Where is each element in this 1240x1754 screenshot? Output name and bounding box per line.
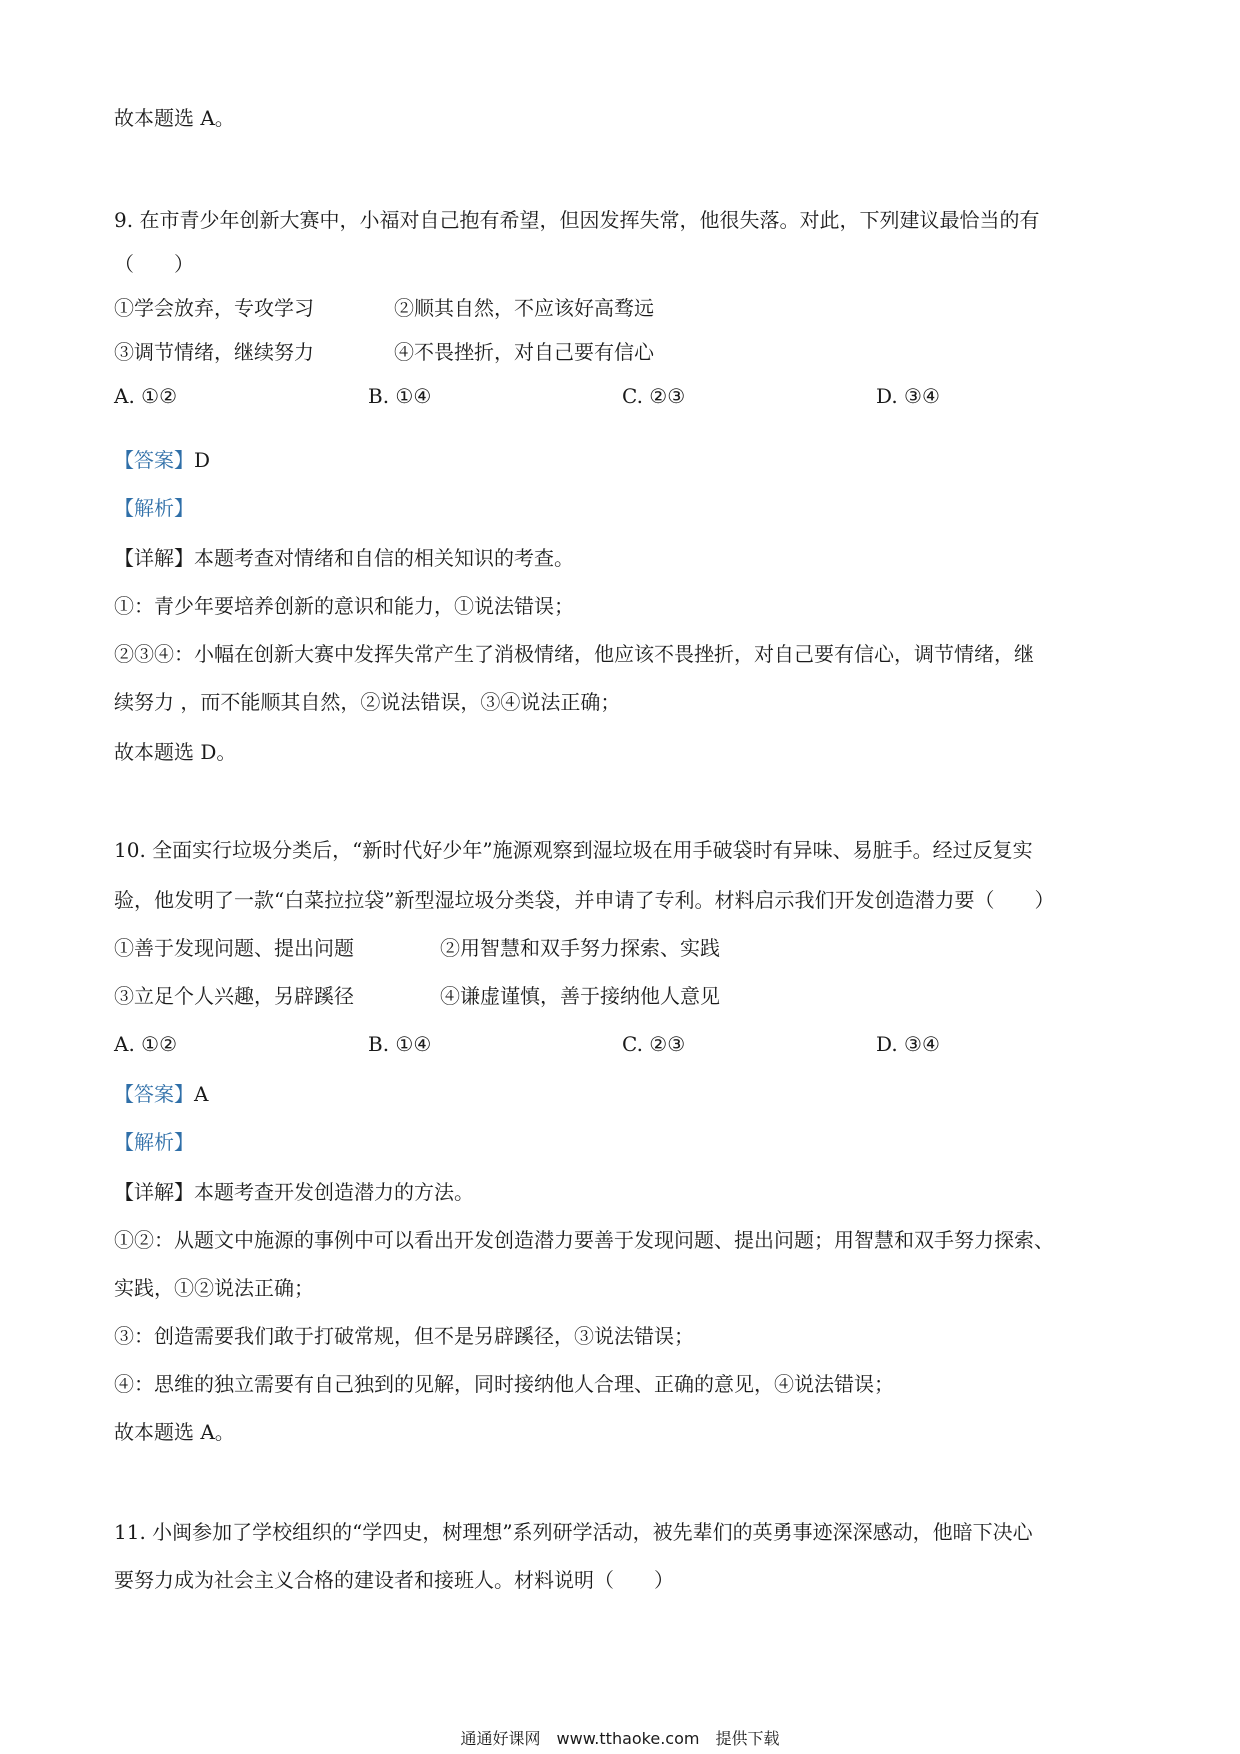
q9-stem-line2: （ ） — [114, 252, 194, 276]
q10-answer — [114, 1080, 208, 1108]
q10-option-b: B. ①④ — [368, 1032, 432, 1056]
q10-explanation-3: ④：思维的独立需要有自己独到的见解，同时接纳他人合理、正确的意见，④说法错误； — [114, 1372, 894, 1396]
q10-detail: 【详解】本题考查开发创造潜力的方法。 — [114, 1180, 474, 1204]
q9-explanation-2a: ②③④：小幅在创新大赛中发挥失常产生了消极情绪，他应该不畏挫折，对自己要有信心，调节情绪，继 — [114, 642, 1034, 666]
q9-statement-2: ②顺其自然，不应该好高骛远 — [394, 296, 654, 320]
q9-option-d: D. ③④ — [876, 384, 940, 408]
q9-statement-1: ①学会放弃，专攻学习 — [114, 296, 314, 320]
q10-answer-tag: 【答案】 — [114, 1082, 194, 1106]
q10-option-d: D. ③④ — [876, 1032, 940, 1056]
q10-conclusion: 故本题选 A。 — [114, 1420, 235, 1444]
q9-stem-line1: 9. 在市青少年创新大赛中，小福对自己抱有希望，但因发挥失常，他很失落。对此，下列建议最恰当的有 — [114, 208, 1040, 232]
q9-explanation-1: ①：青少年要培养创新的意识和能力，①说法错误； — [114, 594, 574, 618]
q9-answer-value: D — [194, 448, 211, 472]
q9-option-a: A. ①② — [114, 384, 178, 408]
q10-explanation-1b: 实践，①②说法正确； — [114, 1276, 314, 1300]
q10-stem-line2: 验，他发明了一款“白菜拉拉袋”新型湿垃圾分类袋，并申请了专利。材料启示我们开发创造潜力要（ ） — [114, 888, 1055, 912]
q9-option-b: B. ①④ — [368, 384, 432, 408]
q10-explanation-1a: ①②：从题文中施源的事例中可以看出开发创造潜力要善于发现问题、提出问题；用智慧和双手努力探索、 — [114, 1228, 1054, 1252]
q9-explanation-2b: 续努力 ，而不能顺其自然，②说法错误，③④说法正确； — [114, 690, 621, 714]
q10-statement-4: ④谦虚谨慎，善于接纳他人意见 — [440, 984, 720, 1008]
q11-stem-line2: 要努力成为社会主义合格的建设者和接班人。材料说明（ ） — [114, 1568, 674, 1592]
q9-answer-tag: 【答案】 — [114, 448, 194, 472]
q10-option-a: A. ①② — [114, 1032, 178, 1056]
prev-conclusion: 故本题选 A。 — [114, 106, 235, 130]
q10-statement-1: ①善于发现问题、提出问题 — [114, 936, 354, 960]
q9-answer — [114, 446, 210, 474]
q9-statement-3: ③调节情绪，继续努力 — [114, 340, 314, 364]
q10-analysis-tag: 【解析】 — [114, 1130, 194, 1154]
q10-statement-3: ③立足个人兴趣，另辟蹊径 — [114, 984, 354, 1008]
q10-explanation-2: ③：创造需要我们敢于打破常规，但不是另辟蹊径，③说法错误； — [114, 1324, 694, 1348]
q10-stem-line1: 10. 全面实行垃圾分类后，“新时代好少年”施源观察到湿垃圾在用手破袋时有异味、易脏手。经过反复实 — [114, 838, 1033, 862]
q9-analysis-tag: 【解析】 — [114, 496, 194, 520]
q9-detail: 【详解】本题考查对情绪和自信的相关知识的考查。 — [114, 546, 574, 570]
q10-answer-value: A — [194, 1082, 209, 1106]
footer-watermark: 通通好课网 www.tthaoke.com 提供下载 — [460, 1729, 780, 1748]
q9-statement-4: ④不畏挫折，对自己要有信心 — [394, 340, 654, 364]
q11-stem-line1: 11. 小闽参加了学校组织的“学四史，树理想”系列研学活动，被先辈们的英勇事迹深深感动，他暗下决心 — [114, 1520, 1033, 1544]
q9-option-c: C. ②③ — [622, 384, 686, 408]
q10-option-c: C. ②③ — [622, 1032, 686, 1056]
q9-conclusion: 故本题选 D。 — [114, 740, 237, 764]
q10-statement-2: ②用智慧和双手努力探索、实践 — [440, 936, 720, 960]
